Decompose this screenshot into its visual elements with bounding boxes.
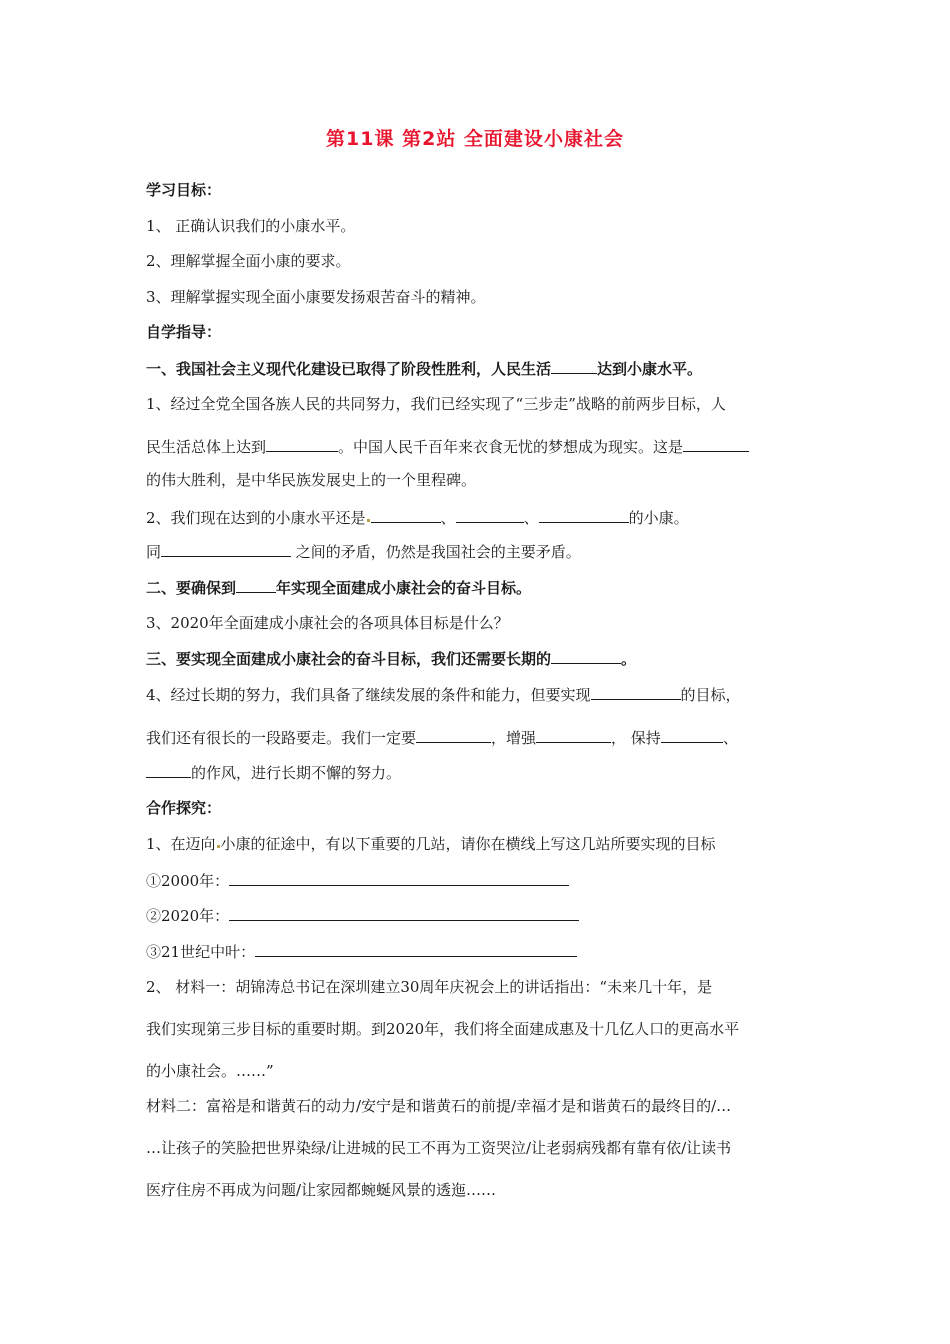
fill-blank[interactable] <box>683 436 749 452</box>
q-text: 我们还有很长的一段路要走。我们一定要 <box>146 729 417 747</box>
section-three <box>146 648 636 669</box>
mark-dot <box>217 845 220 848</box>
q-text: 、 <box>523 509 539 527</box>
question-three: 3、2020年全面建成小康社会的各项具体目标是什么？ <box>146 614 509 632</box>
question-four-line <box>146 727 738 748</box>
material-one-line: 的小康社会。……” <box>146 1062 274 1080</box>
fill-blank[interactable] <box>255 941 577 957</box>
q-text: 4、经过长期的努力，我们具备了继续发展的条件和能力，但要实现 <box>146 686 591 704</box>
q-text: 小康的征途中，有以下重要的几站，请你在横线上写这几站所要实现的目标 <box>220 835 716 853</box>
goal-item: 2、理解掌握全面小康的要求。 <box>146 252 351 270</box>
fill-blank[interactable] <box>371 507 441 523</box>
coop-one-2050 <box>146 941 577 962</box>
q-text: 之间的矛盾，仍然是我国社会的主要矛盾。 <box>291 543 581 561</box>
goal-item: 1、 正确认识我们的小康水平。 <box>146 217 356 235</box>
coop-one-2000 <box>146 870 569 891</box>
fill-blank[interactable] <box>551 648 621 664</box>
q-text: 民生活总体上达到 <box>146 438 267 456</box>
question-one-line: 的伟大胜利，是中华民族发展史上的一个里程碑。 <box>146 471 477 489</box>
q-text: 的作风，进行长期不懈的努力。 <box>191 764 402 782</box>
fill-blank[interactable] <box>146 762 191 778</box>
fill-blank[interactable] <box>591 684 681 700</box>
fill-blank[interactable] <box>661 727 723 743</box>
question-one-line: 1、经过全党全国各族人民的共同努力，我们已经实现了“三步走”战略的前两步目标，人 <box>146 395 726 413</box>
section-two-text-end: 年实现全面建成小康社会的奋斗目标。 <box>276 579 532 597</box>
goal-item: 3、理解掌握实现全面小康要发扬艰苦奋斗的精神。 <box>146 288 486 306</box>
coop-one-intro <box>146 834 716 854</box>
fill-blank[interactable] <box>229 905 579 921</box>
q-text: ①2000年： <box>146 872 230 890</box>
fill-blank[interactable] <box>161 541 291 557</box>
section-three-text: 三、要实现全面建成小康社会的奋斗目标，我们还需要长期的 <box>146 650 552 668</box>
fill-blank[interactable] <box>266 436 338 452</box>
fill-blank[interactable] <box>551 358 597 374</box>
section-one-text-end: 达到小康水平。 <box>597 360 703 378</box>
question-one-line <box>146 436 749 457</box>
goals-heading: 学习目标： <box>146 181 222 199</box>
material-one-line: 2、 材料一：胡锦涛总书记在深圳建立30周年庆祝会上的讲话指出：“未来几十年，是 <box>146 978 713 996</box>
section-one <box>146 358 702 379</box>
q-text: 的小康。 <box>628 509 689 527</box>
fill-blank[interactable] <box>536 727 611 743</box>
q-text: ， 保持 <box>611 729 661 747</box>
fill-blank[interactable] <box>229 870 569 886</box>
fill-blank[interactable] <box>416 727 491 743</box>
fill-blank[interactable] <box>539 507 629 523</box>
mark-dot <box>367 519 370 522</box>
question-two-line <box>146 507 689 528</box>
fill-blank[interactable] <box>456 507 524 523</box>
section-two <box>146 577 531 598</box>
coop-heading: 合作探究： <box>146 799 222 817</box>
q-text: 2、我们现在达到的小康水平还是 <box>146 509 366 527</box>
material-one-line: 我们实现第三步目标的重要时期。到2020年，我们将全面建成惠及十几亿人口的更高水平 <box>146 1020 740 1038</box>
section-one-text: 一、我国社会主义现代化建设已取得了阶段性胜利，人民生活 <box>146 360 552 378</box>
section-three-text-end: 。 <box>621 650 637 668</box>
material-two-line: 材料二：富裕是和谐黄石的动力/安宁是和谐黄石的前提/幸福才是和谐黄石的最终目的/… <box>146 1097 732 1115</box>
q-text: 同 <box>146 543 162 561</box>
question-four-line <box>146 762 401 783</box>
q-text: 1、在迈向 <box>146 835 216 853</box>
question-four-line <box>146 684 741 705</box>
material-two-line: 医疗住房不再成为问题/让家园都蜿蜒风景的透迤…… <box>146 1181 497 1199</box>
q-text: 的目标， <box>680 686 741 704</box>
section-two-text: 二、要确保到 <box>146 579 237 597</box>
coop-one-2020 <box>146 905 579 926</box>
q-text: 、 <box>440 509 456 527</box>
guide-heading: 自学指导： <box>146 323 222 341</box>
q-text: ，增强 <box>491 729 537 747</box>
question-two-line <box>146 541 581 562</box>
q-text: ③21世纪中叶： <box>146 943 256 961</box>
q-text: 、 <box>722 729 738 747</box>
page-title: 第11课 第2站 全面建设小康社会 <box>326 128 624 150</box>
material-two-line: …让孩子的笑脸把世界染绿/让进城的民工不再为工资哭泣/让老弱病残都有靠有依/让读书 <box>146 1139 732 1157</box>
fill-blank[interactable] <box>236 577 276 593</box>
q-text: 。中国人民千百年来衣食无忧的梦想成为现实。这是 <box>338 438 684 456</box>
q-text: ②2020年： <box>146 907 230 925</box>
